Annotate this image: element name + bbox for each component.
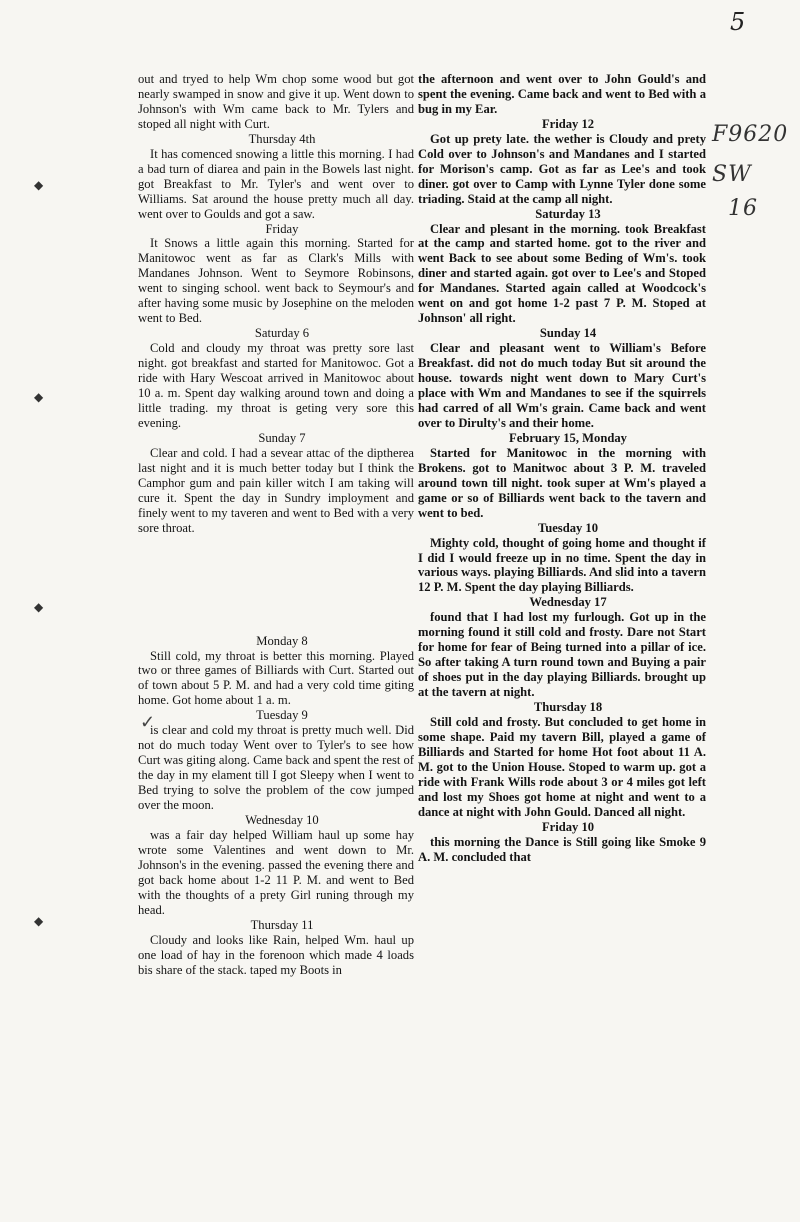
entry-heading: Monday 8	[256, 633, 308, 648]
entry-paragraph: is clear and cold my throat is pretty much well. Did not do much today Went over to Tyler's to see how Curt was giting along. Came back and spent the rest of the day in my elament till I got Sleepy when I went to Bed trying to solve the problem of the cow jumped over the moon.	[138, 723, 414, 813]
entry-paragraph: Still cold and frosty. But concluded to get home in some shape. Paid my tavern Bill, played a game of Billiards and Started for home Hot foot about 11 A. M. got to the Union House. Stoped to warm up. got a ride with Frank Wills rode about 3 or 4 miles got left and lost my Shoes got home at night and went to a dance at night with John Gould. Danced all night.	[418, 714, 706, 819]
entry-paragraph: Cloudy and looks like Rain, helped Wm. haul up one load of hay in the forenoon which made 4 loads bis share of the stack. taped my Boots in	[138, 932, 414, 977]
entry-heading: Sunday 7	[258, 430, 306, 445]
entry-paragraph: Clear and plesant in the morning. took Breakfast at the camp and started home. got to the river and went Back to see about some Beding of Wm's. took diner and started again. got over to Lee's and Stoped for Mandanes. Started again called at Woodcock's went on and got home 1-2 past 7 P. M. Stoped at Johnson' all right.	[418, 221, 706, 326]
pencil-tick-icon: ✓	[140, 712, 156, 732]
entry-paragraph: Got up prety late. the wether is Cloudy and prety Cold over to Johnson's and Mandanes and I started for Morison's camp. Got as far as Lee's and took diner. got over to Camp with Lynne Tyler done some triading. Staid at the camp all night.	[418, 131, 706, 206]
entry-paragraph: Cold and cloudy my throat was pretty sore last night. got breakfast and started for Manitowoc. Got a ride with Hary Wescoat arrived in Manitowoc about 10 a. m. Spent day walking around town and doing a little trading. my throat is geting very sore this evening.	[138, 341, 414, 430]
entry-heading: Thursday 18	[533, 700, 603, 715]
entry-paragraph: out and tryed to help Wm chop some wood but got nearly swamped in snow and give it up. Went down to Johnson's with Wm came back to Mr. Tylers and stoped all night with Curt.	[138, 72, 414, 131]
column-gap	[138, 536, 414, 634]
entry-heading: Saturday 13	[535, 206, 601, 221]
entry-paragraph: the afternoon and went over to John Gould's and spent the evening. Came back and went to Bed with a bug in my Ear.	[418, 72, 706, 116]
margin-note-3: 16	[728, 196, 758, 221]
margin-bullet-icon: ◆	[34, 600, 44, 614]
entry-heading: Saturday 6	[254, 326, 310, 341]
entry-heading: Thursday 4th	[248, 131, 316, 146]
entry-paragraph: Mighty cold, thought of going home and thought if I did I would freeze up in no time. Spent the day in various ways. playing Billiards. And slid into a tavern 12 P. M. Spent the day playing Billiards.	[418, 535, 706, 595]
margin-note-2: SW	[712, 162, 752, 187]
entry-paragraph: was a fair day helped William haul up some hay wrote some Valentines and went down to Mr. Johnson's in the evening. passed the evening there and got back home about 1-2 11 P. M. and went to Bed with the thoughts of a prety Girl runing through my head.	[138, 827, 414, 917]
entry-paragraph: Still cold, my throat is better this morning. Played two or three games of Billiards with Curt. Started out of town about 5 P. M. and had a very cold time giting home. Got home about 1 a. m.	[138, 648, 414, 708]
entry-paragraph: It Snows a little again this morning. Started for Manitowoc went as far as Clark's Mills with Mandanes Johnson. Went to Seymore Robinsons, went to singing school. went back to Seymour's and after having some music by Josephine on the meloden went to Bed.	[138, 236, 414, 326]
entry-paragraph: found that I had lost my furlough. Got up in the morning found it still cold and frosty. Dare not Start for home for fear of Being turned into a pillar of ice. So after taking A turn round town and Buying a pair of shoes put in the day playing Billiards. brought up at the tavern at night.	[418, 610, 706, 700]
entry-heading: Friday 10	[541, 819, 595, 834]
entry-heading: Thursday 11	[250, 917, 314, 932]
left-column	[138, 72, 414, 977]
entry-heading: Wednesday 17	[529, 595, 607, 610]
entry-paragraph: Clear and pleasant went to William's Before Breakfast. did not do much today But sit around the house. towards night went down to Mary Curt's place with Wm and Mandanes to see if the squirrels had carred of all Wm's grain. Came back and went over to Dirulty's and their home.	[418, 341, 706, 430]
margin-bullet-icon: ◆	[34, 914, 44, 928]
entry-paragraph: Clear and cold. I had a sevear attac of the diptherea last night and it is much better today but I think the Camphor gum and pain killer witch I am taking will cure it. Spent the day in Sundry imployment and finely went to my taveren and went to Bed with a very sore throat.	[138, 445, 414, 535]
entry-heading: Sunday 14	[539, 326, 597, 341]
entry-paragraph: this morning the Dance is Still going like Smoke 9 A. M. concluded that	[418, 834, 706, 864]
entry-heading: Tuesday 9	[256, 708, 308, 723]
right-column	[418, 72, 706, 865]
entry-heading: February 15, Monday	[509, 430, 627, 445]
entry-heading: Friday	[265, 221, 299, 236]
entry-heading: Wednesday 10	[245, 812, 319, 827]
margin-bullet-icon: ◆	[34, 178, 44, 192]
entry-heading: Tuesday 10	[537, 520, 599, 535]
entry-paragraph: Started for Manitowoc in the morning with Brokens. got to Manitwoc about 3 P. M. traveled around town till night. took super at Wm's played a game or so of Billiards went back to the tavern and went to bed.	[418, 445, 706, 520]
margin-bullet-icon: ◆	[34, 390, 44, 404]
entry-paragraph: It has comenced snowing a little this morning. I had a bad turn of diarea and pain in the Bowels last night. got Breakfast to Mr. Tyler's and went over to Williams. Sat around the house pretty much all day. went over to Goulds and got a saw.	[138, 146, 414, 221]
entry-heading: Friday 12	[541, 116, 595, 131]
margin-note-1: F9620	[712, 122, 789, 147]
page-number: 5	[730, 8, 746, 36]
